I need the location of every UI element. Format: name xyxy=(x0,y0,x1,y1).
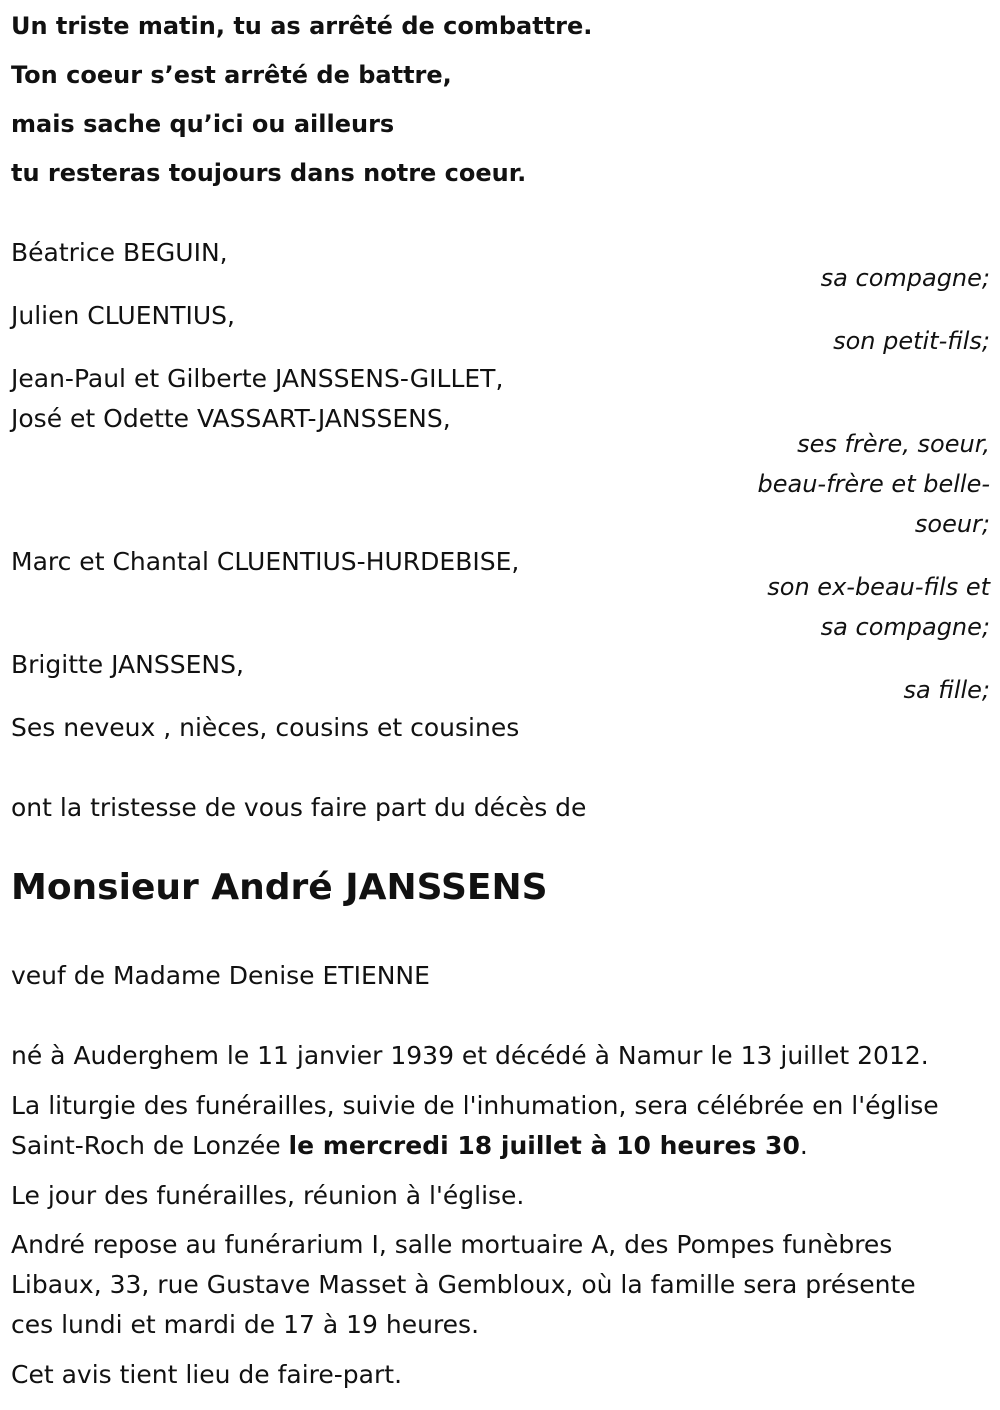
poem-line-3: mais sache qu’ici ou ailleurs xyxy=(11,110,395,138)
family-name: Julien CLUENTIUS, xyxy=(11,301,235,330)
family-relation: son ex-beau-fils et xyxy=(767,573,990,601)
birth-death: né à Auderghem le 11 janvier 1939 et décédé à Namur le 13 juillet 2012. xyxy=(11,1041,929,1070)
family-relation: son petit-fils; xyxy=(833,327,990,355)
closing-note: Cet avis tient lieu de faire-part. xyxy=(11,1360,403,1389)
family-relation: soeur; xyxy=(914,510,990,538)
family-relation: sa compagne; xyxy=(820,264,990,292)
poem-line-2: Ton coeur s’est arrêté de battre, xyxy=(11,61,452,89)
family-relation: beau-frère et belle- xyxy=(757,470,990,498)
other-relatives: Ses neveux , nièces, cousins et cousines xyxy=(11,713,520,742)
poem-line-1: Un triste matin, tu as arrêté de combattre. xyxy=(11,12,593,40)
family-name: Marc et Chantal CLUENTIUS-HURDEBISE, xyxy=(11,547,520,576)
deceased-name: Monsieur André JANSSENS xyxy=(11,867,548,908)
poem-line-4: tu resteras toujours dans notre coeur. xyxy=(11,159,527,187)
family-name: Brigitte JANSSENS, xyxy=(11,650,244,679)
liturgy-line-2 xyxy=(11,1130,808,1162)
repose-line-1: André repose au funérarium I, salle mortuaire A, des Pompes funèbres xyxy=(11,1230,893,1259)
family-relation: sa fille; xyxy=(903,676,990,704)
liturgy-end: . xyxy=(799,1131,808,1160)
widower-of: veuf de Madame Denise ETIENNE xyxy=(11,961,430,990)
repose-line-3: ces lundi et mardi de 17 à 19 heures. xyxy=(11,1310,480,1339)
family-relation: ses frère, soeur, xyxy=(797,430,990,458)
family-name: José et Odette VASSART-JANSSENS, xyxy=(11,404,451,433)
family-name: Béatrice BEGUIN, xyxy=(11,238,228,267)
reunion-info: Le jour des funérailles, réunion à l'église. xyxy=(11,1181,525,1210)
family-name: Jean-Paul et Gilberte JANSSENS-GILLET, xyxy=(11,364,504,393)
liturgy-date: le mercredi 18 juillet à 10 heures 30 xyxy=(288,1131,800,1160)
liturgy-line-1: La liturgie des funérailles, suivie de l'inhumation, sera célébrée en l'église xyxy=(11,1091,939,1120)
family-relation: sa compagne; xyxy=(820,613,990,641)
announcement: ont la tristesse de vous faire part du décès de xyxy=(11,793,587,822)
liturgy-place: Saint-Roch de Lonzée xyxy=(11,1131,289,1160)
repose-line-2: Libaux, 33, rue Gustave Masset à Gembloux, où la famille sera présente xyxy=(11,1270,916,1299)
